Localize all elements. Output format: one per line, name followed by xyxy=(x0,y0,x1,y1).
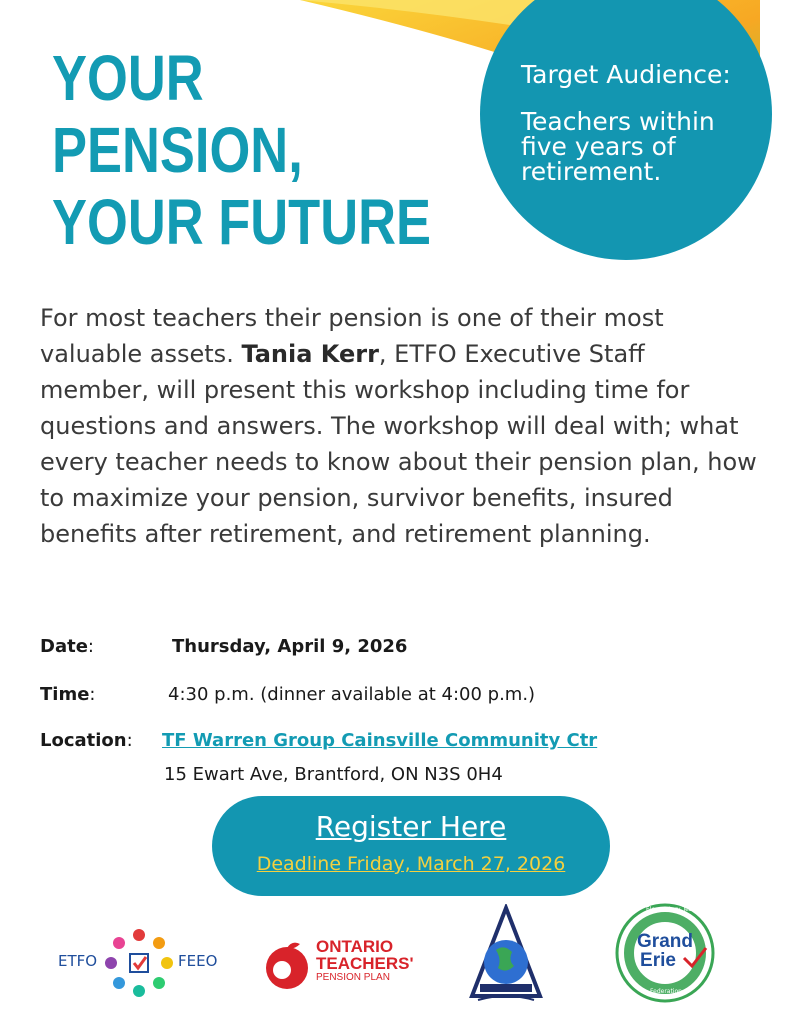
erie-text: Erie xyxy=(640,950,676,971)
time-label: Time: xyxy=(40,684,96,705)
intro-after: , ETFO Executive Staff member, will present this workshop including time for questions and answers. The workshop will deal with; what every teacher needs to know about their pension plan, how to maximize your pension, survivor benefits, insured benefits after retirement, and retirement planning. xyxy=(40,340,757,548)
apple-icon xyxy=(262,940,312,990)
intro-paragraph xyxy=(40,300,760,552)
otpp-line-2: TEACHERS' xyxy=(316,954,414,973)
presenter-name: Tania Kerr xyxy=(241,340,379,368)
audience-value: Teachers within five years of retirement. xyxy=(521,107,715,186)
register-link[interactable]: Register Here xyxy=(315,810,507,843)
headline-line-2: PENSION, xyxy=(52,114,303,186)
grand-erie-logo xyxy=(614,902,716,1004)
audience-text xyxy=(521,62,761,184)
feeo-text: FEEO xyxy=(178,952,218,970)
date-value: Thursday, April 9, 2026 xyxy=(172,636,408,657)
register-button[interactable] xyxy=(212,796,610,896)
headline xyxy=(52,42,431,258)
time-value: 4:30 p.m. (dinner available at 4:00 p.m.) xyxy=(168,684,536,705)
otpp-logo xyxy=(262,938,432,998)
people-circle-icon xyxy=(102,926,176,1000)
ge-ring-top-text: Elementary Teachers' xyxy=(646,906,711,913)
intro-before: For most teachers their pension is one of their most valuable assets. xyxy=(40,304,664,368)
deadline-link[interactable]: Deadline Friday, March 27, 2026 xyxy=(256,853,566,875)
ge-ring-bottom-text: Federation xyxy=(650,988,682,995)
headline-line-3: YOUR FUTURE xyxy=(52,186,432,258)
location-link[interactable]: TF Warren Group Cainsville Community Ctr xyxy=(162,730,598,751)
otpp-line-3: PENSION PLAN xyxy=(316,972,390,983)
globe-triangle-icon xyxy=(468,904,544,1004)
etfo-logo xyxy=(58,922,218,1002)
audience-label: Target Audience: xyxy=(521,60,731,89)
otpp-line-1: ONTARIO xyxy=(316,937,394,956)
etfo-text: ETFO xyxy=(58,952,98,970)
location-address: 15 Ewart Ave, Brantford, ON N3S 0H4 xyxy=(164,764,503,785)
headline-line-1: YOUR xyxy=(52,42,204,114)
grand-text: Grand xyxy=(637,931,693,952)
globe-triangle-logo xyxy=(468,904,544,1004)
date-label: Date: xyxy=(40,636,94,657)
location-label: Location: xyxy=(40,730,133,751)
